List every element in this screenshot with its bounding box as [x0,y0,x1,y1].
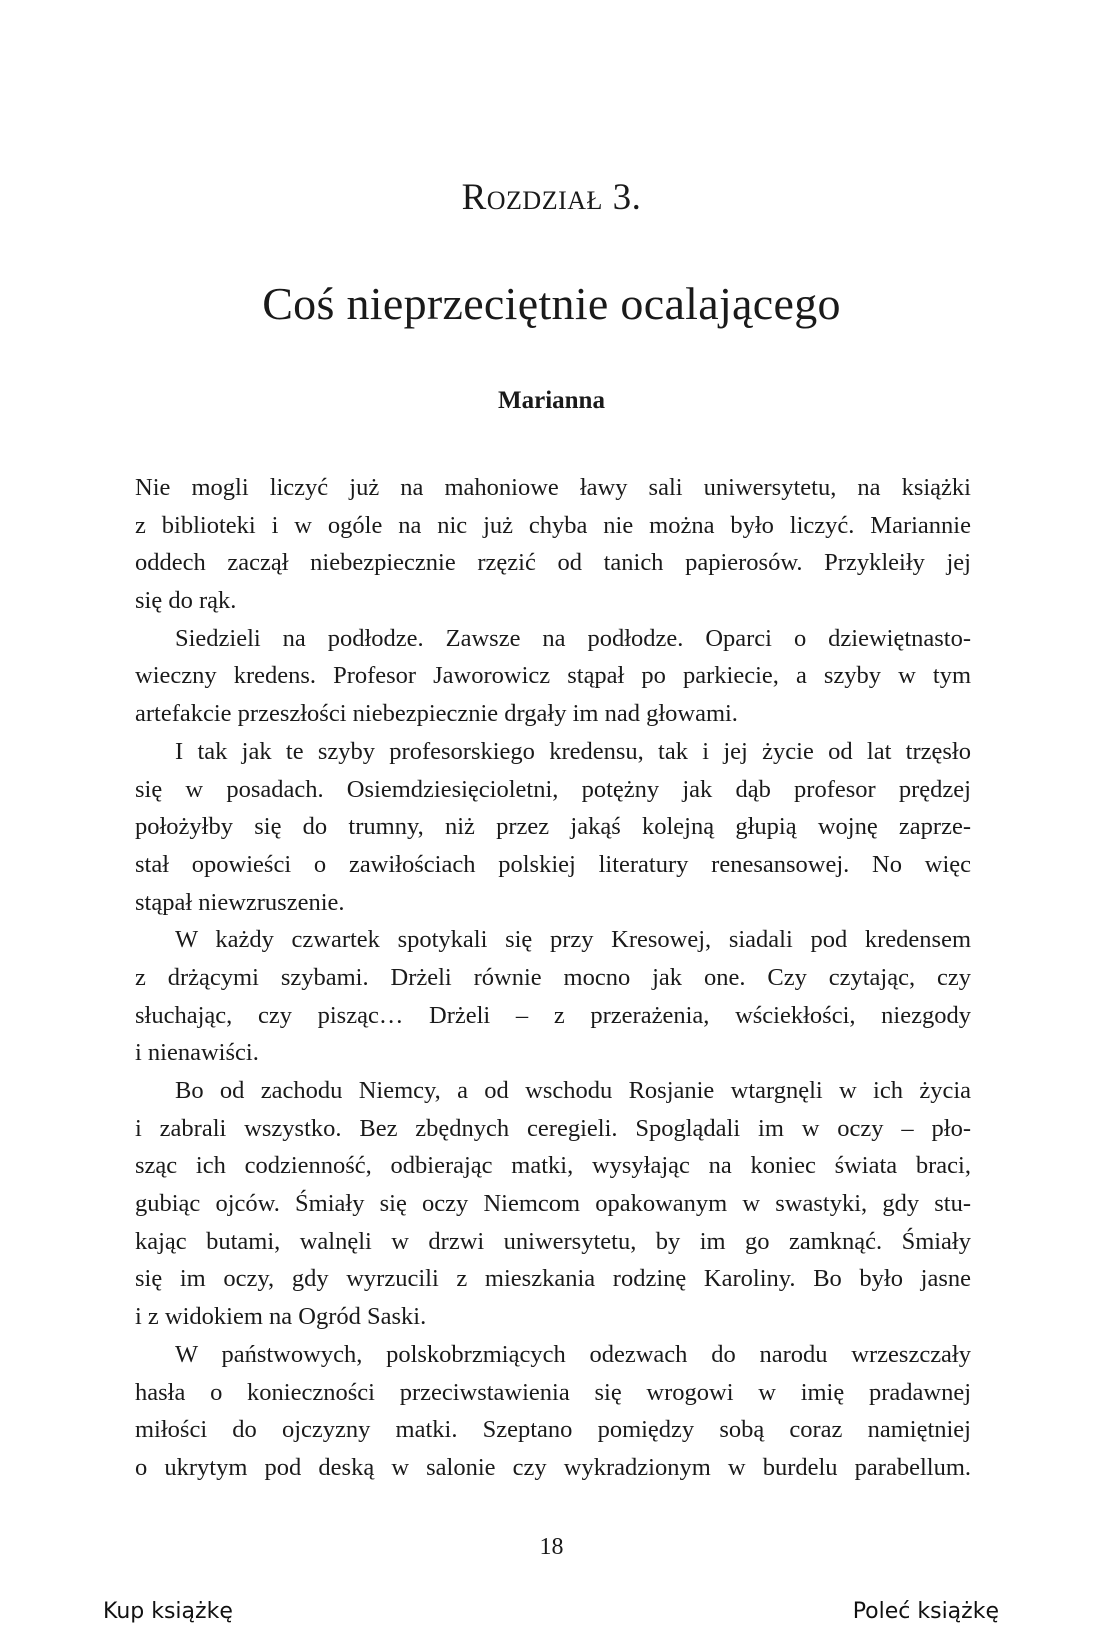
chapter-title: Coś nieprzeciętnie ocalającego [262,278,841,329]
text-line: się w posadach. Osiemdziesięcioletni, potężny jak dąb profesor prędzej [135,775,971,803]
buy-book-link[interactable]: Kup książkę [103,1599,233,1624]
text-line: wieczny kredens. Profesor Jaworowicz stąpał po parkiecie, a szyby w tym [135,662,971,690]
text-line: o ukrytym pod deską w salonie czy wykradzionym w burdelu parabellum. [135,1453,971,1481]
paragraph [135,733,971,921]
text-line: Siedzieli na podłodze. Zawsze na podłodze. Oparci o dziewiętnasto- [175,624,971,652]
text-line: stąpał niewzruszenie. [135,888,345,916]
text-line: z biblioteki i w ogóle na nic już chyba nie można było liczyć. Mariannie [135,511,971,539]
text-line: kając butami, walnęli w drzwi uniwersytetu, by im go zamknąć. Śmiały [135,1227,971,1255]
body-text [135,469,971,1487]
text-line: sząc ich codzienność, odbierając matki, wysyłając na koniec świata braci, [135,1152,971,1180]
text-line: Nie mogli liczyć już na mahoniowe ławy sali uniwersytetu, na książki [135,474,971,501]
text-line: gubiąc ojców. Śmiały się oczy Niemcom opakowanym w swastyki, gdy stu- [135,1190,971,1218]
page-number: 18 [539,1534,564,1560]
text-line: oddech zaczął niebezpiecznie rzęzić od tanich papierosów. Przykleiły jej [135,549,971,577]
paragraph [135,1336,971,1487]
text-line: i z widokiem na Ogród Saski. [135,1303,427,1331]
text-line: się im oczy, gdy wyrzucili z mieszkania rodzinę Karoliny. Bo było jasne [135,1265,971,1293]
text-line: położyłby się do trumny, niż przez jakąś kolejną głupią wojnę zaprze- [135,813,971,841]
section-title: Marianna [498,387,605,414]
paragraph [135,921,971,1072]
text-line: W państwowych, polskobrzmiących odezwach do narodu wrzeszczały [175,1340,971,1368]
text-line: z drżącymi szybami. Drżeli równie mocno jak one. Czy czytając, czy [135,963,971,991]
paragraph [135,620,971,733]
text-line: się do rąk. [135,587,237,615]
text-line: artefakcie przeszłości niebezpiecznie drgały im nad głowami. [135,700,738,728]
text-line: i nienawiści. [135,1039,259,1067]
text-line: i zabrali wszystko. Bez zbędnych ceregieli. Spoglądali im w oczy – pło- [135,1114,971,1142]
text-line: hasła o konieczności przeciwstawienia się wrogowi w imię pradawnej [135,1378,971,1406]
text-line: słuchając, czy pisząc… Drżeli – z przerażenia, wściekłości, niezgody [135,1001,971,1029]
text-line: miłości do ojczyzny matki. Szeptano pomiędzy sobą coraz namiętniej [135,1416,971,1444]
paragraph [135,469,971,620]
text-line: I tak jak te szyby profesorskiego kredensu, tak i jej życie od lat trzęsło [175,737,971,765]
text-line: stał opowieści o zawiłościach polskiej literatury renesansowej. No więc [135,850,971,878]
chapter-label: Rozdział 3. [461,177,642,218]
text-line: Bo od zachodu Niemcy, a od wschodu Rosjanie wtargnęli w ich życia [175,1077,971,1104]
paragraph [135,1072,971,1336]
text-line: W każdy czwartek spotykali się przy Kresowej, siadali pod kredensem [175,926,971,954]
recommend-book-link[interactable]: Poleć książkę [852,1599,999,1624]
